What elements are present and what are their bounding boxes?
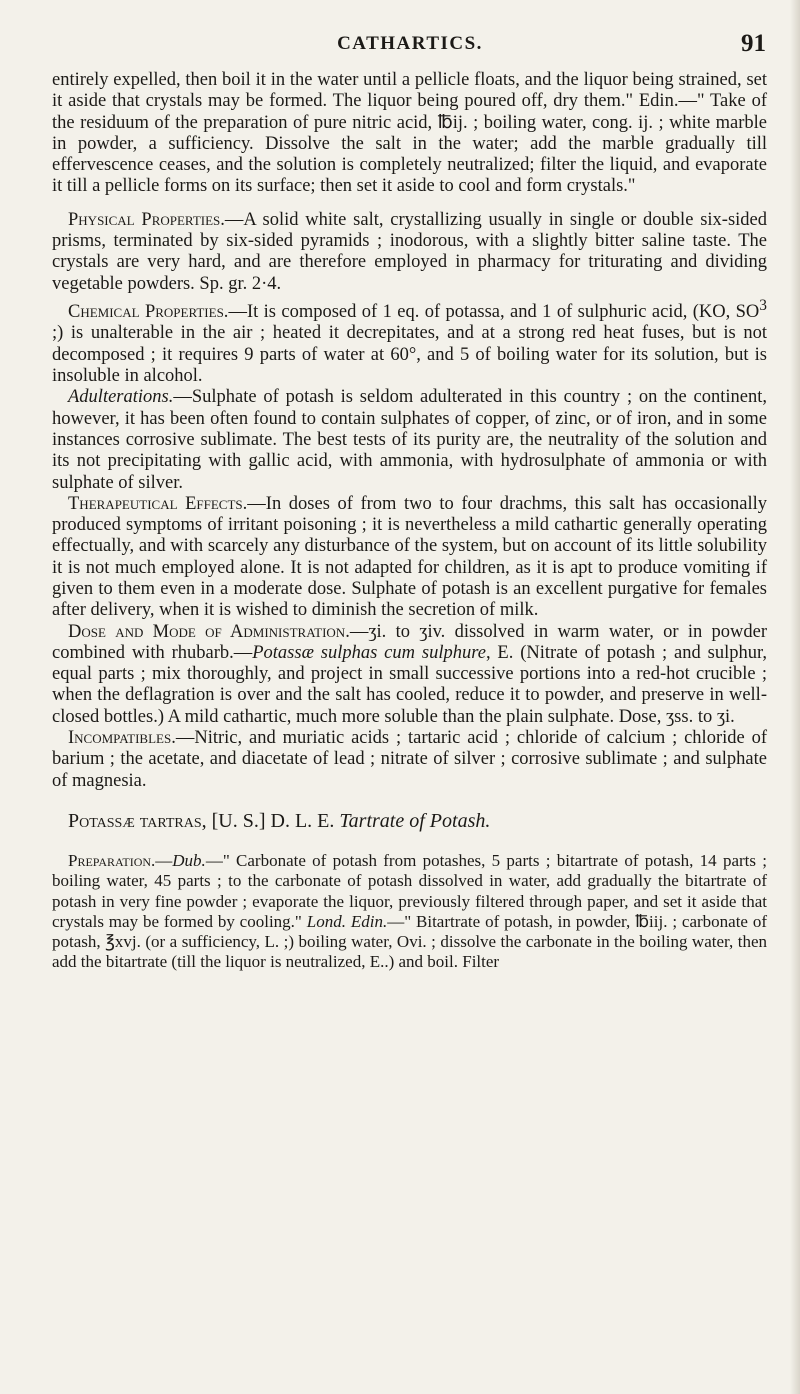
title-english: Tartrate of Potash. [339,809,491,832]
paragraph-incompatibles [52,728,767,792]
title-name: Potassæ tartras, [68,809,207,832]
section-title-potassae-tartras [52,811,767,832]
paragraph-preparation-continued: entirely expelled, then boil it in the water until a pellicle floats, and the liquor being strained, set it aside that crystals may be formed. The liquor being poured off, dry them." Edin.—" Take of the residuum of the preparation of pure nitric acid, ℔ij. ; boiling water, cong. ij. ; white marble in powder, a sufficiency. Dissolve the salt in the water; add the marble gradually till effervescence ceases, and the solution is completely neutralized; filter the liquid, and evaporate it till a pellicle forms on its surface; then set it aside to cool and form crystals." [52,70,767,197]
heading-adulterations: Adulterations. [68,387,174,408]
incompatibles-text: —Nitric, and muriatic acids ; tartaric acid ; chloride of calcium ; chloride of barium ; the acetate, and diacetate of lead ; nitrate of silver ; corrosive sublimate ; and sulphate of magnesia. [52,728,767,791]
ref-dublin: Dub. [172,851,206,871]
heading-chemical-properties: Chemical Properties. [68,302,229,323]
running-head: CATHARTICS. [337,33,483,54]
heading-physical-properties: Physical Properties. [68,209,225,230]
paragraph-therapeutical-effects [52,494,767,622]
preparation-text-1: —" Carbonate of potash from potashes, 5 parts ; bitartrate of potash, 14 parts ; boiling water, 45 parts ; to the carbonate of potash dissolved in water, add gradually the bitartrate of potash in very fine powder ; evaporate the liquor, previously filtered through paper, and set it aside that crystals may be formed by cooling." [52,851,767,931]
paragraph-adulterations [52,387,767,493]
chemical-properties-text-2: ;) is unalterable in the air ; heated it decrepitates, and at a strong red heat fuses, but is not decomposed ; it requires 9 parts of water at 60°, and 5 of boiling water for its solution, but is insoluble in alcohol. [52,323,767,387]
physical-properties-text: —A solid white salt, crystallizing usually in single or double six-sided prisms, terminated by six-sided pyramids ; inodorous, with a slightly bitter saline taste. The crystals are very hard, and are therefore employed in pharmacy for triturating and dividing vegetable powders. Sp. gr. 2·4. [52,209,767,294]
paragraph-preparation [52,851,767,972]
heading-preparation: Preparation. [68,851,156,871]
chemical-formula-superscript: 3 [759,296,767,314]
dose-text-2: , E. (Nitrate of potash ; and sulphur, equal parts ; mix thoroughly, and project in small successive portions into a red-hot crucible ; when the deflagration is over and the salt has cooled, reduce it to powder, and preserve in well-closed bottles.) A mild cathartic, much more soluble than the plain sulphate. Dose, ʒss. to ʒi. [52,642,768,727]
therapeutical-effects-text: —In doses of from two to four drachms, this salt has occasionally produced symptoms of irritant poisoning ; it is nevertheless a mild cathartic generally operating effectually, and with scarcely any disturbance of the system, but on account of its little solubility it is not much employed alone. It is not adapted for children, as it is apt to produce vomiting if given to them even in a moderate dose. Sulphate of potash is an excellent purgative for females after delivery, when it is wished to diminish the secretion of milk. [52,493,767,621]
dose-italic-compound: Potassæ sulphas cum sulphure [252,642,486,663]
page-header [52,30,768,64]
title-codes: [U. S.] D. L. E. [206,809,340,832]
preparation-text-2: —" Bitartrate of potash, in powder, ℔iij. ; carbonate of potash, ℥xvj. (or a sufficiency, L. ;) boiling water, Ovi. ; dissolve the carbonate in the boiling water, then add the bitartrate (till the liquor is neutralized, E..) and boil. Filter [52,911,768,972]
page-number: 91 [741,30,766,57]
paragraph-chemical-properties [52,295,767,387]
page-edge-shadow [790,0,800,1394]
paragraph-dose-and-mode [52,622,767,728]
ref-edinburgh: Edin. [350,911,388,931]
preparation-dash: — [155,851,173,871]
chemical-properties-text-1: —It is composed of 1 eq. of potassa, and 1 of sulphuric acid, (KO, SO [228,302,760,323]
heading-dose-and-mode: Dose and Mode of Administration. [68,621,350,642]
paragraph-physical-properties [52,210,767,295]
ref-london: Lond. [306,911,346,931]
page-body [52,70,767,972]
heading-therapeutical-effects: Therapeutical Effects. [68,493,248,514]
heading-incompatibles: Incompatibles. [68,728,176,749]
adulterations-text: —Sulphate of potash is seldom adulterated in this country ; on the continent, however, it has been often found to contain sulphates of copper, of zinc, or of iron, and in some instances corrosive sublimate. The best tests of its purity are, the neutrality of the solution and its not precipitating with gallic acid, with ammonia, with hydrosulphate of ammonia or with sulphate of silver. [52,387,767,493]
dose-text-1: —ʒi. to ʒiv. dissolved in warm water, or in powder combined with rhubarb.— [52,621,767,663]
